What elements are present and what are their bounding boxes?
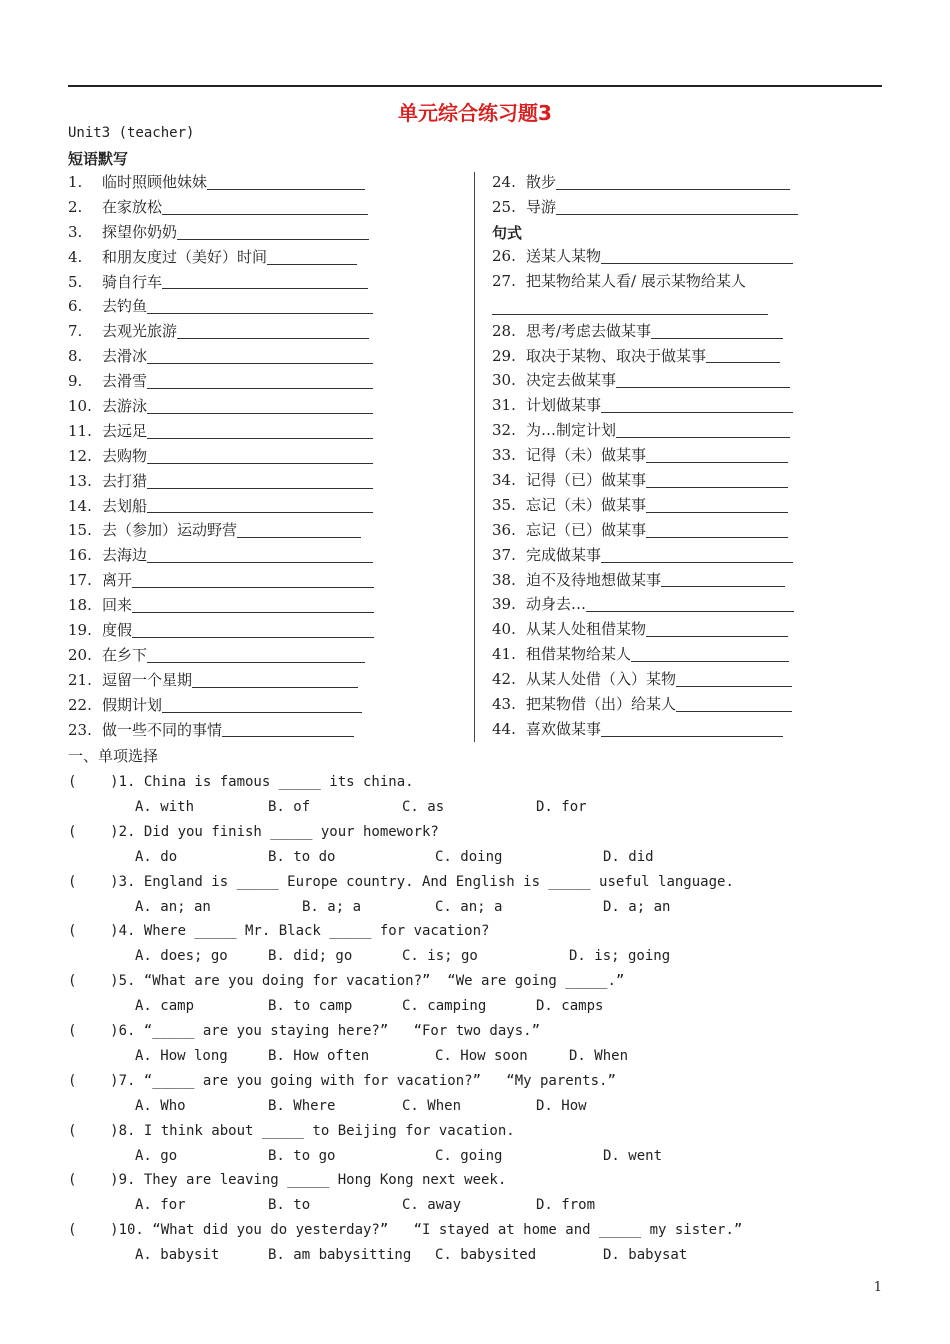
phrase-number: 4. <box>68 247 83 266</box>
answer-blank[interactable] <box>706 347 780 363</box>
phrase-item <box>68 668 374 693</box>
answer-blank[interactable] <box>631 646 789 662</box>
phrase-item <box>492 493 794 518</box>
answer-blank[interactable] <box>132 572 374 588</box>
answer-option[interactable]: C. doing <box>435 848 503 865</box>
phrase-number: 9. <box>68 372 83 391</box>
phrase-number: 43. <box>492 695 516 714</box>
phrase-prompt: 迫不及待地想做某事 <box>526 570 662 589</box>
phrase-item <box>68 618 374 643</box>
phrase-number: 13. <box>68 471 92 490</box>
answer-blank[interactable] <box>676 671 792 687</box>
phrase-number: 14. <box>68 496 92 515</box>
answer-blank[interactable] <box>177 323 369 339</box>
answer-blank[interactable] <box>177 224 369 240</box>
question-stem: ( )6. “_____ are you staying here?” “For two days.” <box>68 1023 541 1039</box>
phrase-number: 38. <box>492 570 516 589</box>
phrase-item <box>492 418 794 443</box>
phrase-prompt: 去钓鱼 <box>102 297 148 316</box>
phrase-number: 25. <box>492 197 516 216</box>
phrase-prompt: 临时照顾他妹妹 <box>102 172 208 191</box>
phrase-item <box>68 170 374 195</box>
answer-option[interactable]: D. How <box>536 1097 587 1114</box>
answer-option[interactable]: D. a; an <box>603 898 671 915</box>
answer-blank[interactable] <box>601 721 783 737</box>
answer-blank[interactable] <box>646 447 788 463</box>
phrase-number: 5. <box>68 272 83 291</box>
answer-option[interactable]: A. go <box>135 1147 178 1164</box>
phrase-item <box>68 494 374 519</box>
answer-option[interactable]: A. do <box>135 848 178 865</box>
phrase-item <box>68 543 374 568</box>
answer-option[interactable]: B. of <box>268 798 311 815</box>
phrase-number: 34. <box>492 471 516 489</box>
phrase-prompt: 去海边 <box>102 546 148 565</box>
answer-blank[interactable] <box>601 397 793 413</box>
phrase-item <box>492 344 794 369</box>
answer-blank-continued <box>492 314 768 315</box>
phrase-prompt: 导游 <box>526 197 557 216</box>
answer-blank[interactable] <box>147 298 373 314</box>
answer-option[interactable]: A. with <box>135 798 195 815</box>
phrase-number: 26. <box>492 246 516 265</box>
phrase-prompt: 散步 <box>526 172 557 191</box>
header-rule <box>68 85 882 87</box>
phrase-item <box>68 469 374 494</box>
page-title: 单元综合练习题3 <box>398 101 552 125</box>
phrase-prompt: 去（参加）运动野营 <box>102 521 238 540</box>
phrase-prompt: 在家放松 <box>102 197 163 216</box>
phrase-list-right-top <box>492 170 798 220</box>
answer-option[interactable]: A. camp <box>135 998 195 1015</box>
question-stem: ( )7. “_____ are you going with for vacation?” “My parents.” <box>68 1072 616 1089</box>
phrase-number: 40. <box>492 620 516 639</box>
phrase-prompt: 去远足 <box>102 421 148 440</box>
answer-option[interactable]: D. camps <box>536 998 604 1015</box>
phrase-number: 12. <box>68 446 92 465</box>
answer-blank[interactable] <box>147 473 373 489</box>
answer-option[interactable]: C. When <box>402 1097 462 1114</box>
answer-option[interactable]: C. as <box>402 798 445 815</box>
phrase-number: 31. <box>492 396 516 415</box>
answer-blank[interactable] <box>162 697 362 713</box>
phrase-number: 41. <box>492 645 516 664</box>
answer-option[interactable]: B. did; go <box>268 948 353 965</box>
answer-blank[interactable] <box>651 323 783 339</box>
answer-blank[interactable] <box>601 248 793 264</box>
phrase-prompt: 送某人某物 <box>526 246 602 265</box>
phrase-item <box>68 319 374 344</box>
answer-blank[interactable] <box>147 448 373 464</box>
phrase-item <box>492 568 794 593</box>
answer-blank[interactable] <box>267 249 357 265</box>
phrase-item <box>68 643 374 668</box>
answer-blank[interactable] <box>646 621 788 637</box>
phrase-number: 7. <box>68 322 83 341</box>
answer-blank[interactable] <box>601 547 793 563</box>
phrase-item <box>492 443 794 468</box>
phrase-prompt: 动身去… <box>526 595 587 614</box>
phrase-number: 20. <box>68 645 92 664</box>
phrase-number: 36. <box>492 520 516 539</box>
answer-option[interactable]: B. a; a <box>302 898 362 915</box>
phrase-prompt: 把某物给某人看/ 展示某物给某人 <box>526 271 746 290</box>
phrase-item <box>68 394 374 419</box>
answer-option[interactable]: C. babysited <box>435 1247 537 1264</box>
phrase-prompt: 骑自行车 <box>102 272 163 291</box>
answer-option[interactable]: A. does; go <box>135 948 228 965</box>
answer-blank[interactable] <box>147 348 373 364</box>
phrase-number: 17. <box>68 571 92 590</box>
phrase-prompt: 租借某物给某人 <box>526 645 632 664</box>
question-stem: ( )8. I think about _____ to Beijing for vacation. <box>68 1122 515 1139</box>
phrase-number: 28. <box>492 321 516 340</box>
phrase-prompt: 度假 <box>102 621 133 640</box>
answer-blank[interactable] <box>646 522 788 538</box>
phrase-number: 33. <box>492 446 516 465</box>
phrase-item <box>492 717 794 742</box>
answer-option[interactable]: D. babysat <box>603 1247 688 1264</box>
answer-option[interactable]: A. for <box>135 1197 186 1214</box>
question-stem: ( )5. “What are you doing for vacation?” “We are going _____.” <box>68 973 625 990</box>
phrase-list-left <box>68 170 374 742</box>
answer-option[interactable]: A. babysit <box>135 1247 220 1264</box>
answer-blank[interactable] <box>147 398 373 414</box>
phrase-item <box>68 195 374 220</box>
phrase-prompt: 离开 <box>102 571 133 590</box>
phrase-number: 2. <box>68 197 83 216</box>
answer-blank[interactable] <box>237 522 361 538</box>
unit-subtitle: Unit3 (teacher) <box>68 125 195 141</box>
phrase-number: 42. <box>492 670 516 689</box>
answer-blank[interactable] <box>147 373 373 389</box>
phrase-item <box>492 692 794 717</box>
answer-blank[interactable] <box>616 422 790 438</box>
answer-option[interactable]: C. camping <box>402 998 487 1015</box>
phrases-heading: 短语默写 <box>68 150 129 168</box>
phrase-prompt: 探望你奶奶 <box>102 222 178 241</box>
sentence-heading: 句式 <box>492 224 523 242</box>
phrase-prompt: 记得（未）做某事 <box>526 446 647 465</box>
answer-option[interactable]: A. How long <box>135 1047 228 1064</box>
phrase-number: 1. <box>68 172 83 191</box>
phrase-item <box>68 270 374 295</box>
phrase-number: 8. <box>68 347 83 366</box>
answer-option[interactable]: D. did <box>603 848 654 865</box>
phrase-item <box>492 393 794 418</box>
phrase-prompt: 逗留一个星期 <box>102 670 193 689</box>
answer-blank[interactable] <box>616 372 790 388</box>
answer-blank[interactable] <box>556 199 798 215</box>
phrase-number: 23. <box>68 720 92 739</box>
answer-option[interactable]: B. to camp <box>268 998 353 1015</box>
phrase-prompt: 去打猎 <box>102 471 148 490</box>
phrase-number: 6. <box>68 297 83 316</box>
phrase-prompt: 做一些不同的事情 <box>102 720 223 739</box>
phrase-prompt: 从某人处租借某物 <box>526 620 647 639</box>
phrase-number: 19. <box>68 621 92 640</box>
answer-option[interactable]: D. When <box>569 1047 629 1064</box>
answer-blank[interactable] <box>147 497 373 513</box>
answer-blank[interactable] <box>661 571 785 587</box>
phrase-number: 44. <box>492 719 516 738</box>
answer-blank[interactable] <box>147 547 373 563</box>
phrase-prompt: 在乡下 <box>102 645 148 664</box>
phrase-number: 21. <box>68 670 92 689</box>
answer-blank[interactable] <box>646 472 788 488</box>
phrase-number: 37. <box>492 545 516 564</box>
phrase-item <box>492 269 794 294</box>
phrase-item <box>68 593 374 618</box>
phrase-prompt: 去划船 <box>102 496 148 515</box>
answer-option[interactable]: B. Where <box>268 1097 336 1114</box>
answer-blank[interactable] <box>192 672 358 688</box>
phrase-number: 10. <box>68 397 92 415</box>
answer-option[interactable]: B. to go <box>268 1147 336 1164</box>
phrase-prompt: 和朋友度过（美好）时间 <box>102 247 268 266</box>
question-stem: ( )9. They are leaving _____ Hong Kong next week. <box>68 1172 507 1189</box>
phrase-number: 16. <box>68 546 92 565</box>
phrase-number: 39. <box>492 595 516 614</box>
question-stem: ( )1. China is famous _____ its china. <box>68 774 414 790</box>
answer-option[interactable]: D. went <box>603 1147 663 1164</box>
answer-blank[interactable] <box>147 423 373 439</box>
answer-blank[interactable] <box>147 647 365 663</box>
phrase-prompt: 计划做某事 <box>526 396 602 415</box>
phrase-item <box>492 667 794 692</box>
answer-option[interactable]: A. Who <box>135 1097 186 1114</box>
phrase-prompt: 喜欢做某事 <box>526 719 602 738</box>
question-stem: ( )2. Did you finish _____ your homework? <box>68 823 439 840</box>
phrase-item <box>68 419 374 444</box>
phrase-item <box>492 518 794 543</box>
phrase-number: 30. <box>492 371 516 390</box>
phrase-item <box>68 568 374 593</box>
answer-blank[interactable] <box>207 174 365 190</box>
phrase-item <box>492 468 794 493</box>
question-stem: ( )4. Where _____ Mr. Black _____ for vacation? <box>68 923 490 940</box>
phrase-prompt: 决定去做某事 <box>526 371 617 390</box>
answer-blank[interactable] <box>222 721 354 737</box>
phrase-item <box>68 344 374 369</box>
answer-option[interactable]: C. How soon <box>435 1047 528 1064</box>
phrase-item <box>68 294 374 319</box>
answer-blank[interactable] <box>132 622 374 638</box>
phrase-prompt: 为…制定计划 <box>526 421 617 440</box>
mc-heading: 一、单项选择 <box>68 747 159 765</box>
answer-option[interactable]: B. How often <box>268 1047 370 1064</box>
phrase-prompt: 忘记（未）做某事 <box>526 495 647 514</box>
phrase-item <box>68 718 374 743</box>
answer-option[interactable]: A. an; an <box>135 898 211 915</box>
phrase-list-right <box>492 244 794 742</box>
column-divider <box>474 172 475 742</box>
phrase-item <box>68 245 374 270</box>
answer-option[interactable]: D. for <box>536 798 587 815</box>
phrase-prompt: 回来 <box>102 596 133 615</box>
phrase-item <box>68 518 374 543</box>
phrase-number: 35. <box>492 495 516 514</box>
answer-option[interactable]: C. going <box>435 1147 503 1164</box>
phrase-item <box>492 244 794 269</box>
answer-blank[interactable] <box>646 497 788 513</box>
phrase-prompt: 记得（已）做某事 <box>526 471 647 489</box>
phrase-prompt: 去购物 <box>102 446 148 465</box>
phrase-prompt: 去滑冰 <box>102 347 148 366</box>
answer-option[interactable]: C. away <box>402 1197 462 1214</box>
answer-option[interactable]: C. is; go <box>402 948 478 965</box>
phrase-item <box>492 195 798 220</box>
phrase-number: 32. <box>492 421 516 440</box>
phrase-item <box>492 170 798 195</box>
answer-option[interactable]: B. am babysitting <box>268 1247 412 1264</box>
page-number: 1 <box>873 1280 882 1295</box>
answer-blank[interactable] <box>676 696 792 712</box>
phrase-item <box>68 369 374 394</box>
answer-option[interactable]: B. to <box>268 1197 311 1214</box>
phrase-prompt: 从某人处借（入）某物 <box>526 670 677 689</box>
answer-option[interactable]: C. an; a <box>435 898 503 915</box>
phrase-item <box>68 220 374 245</box>
answer-option[interactable]: B. to do <box>268 848 336 865</box>
answer-blank[interactable] <box>162 199 368 215</box>
phrase-item <box>492 592 794 617</box>
phrase-item <box>68 693 374 718</box>
phrase-number: 15. <box>68 521 92 540</box>
answer-blank[interactable] <box>556 174 790 190</box>
phrase-number: 29. <box>492 346 516 365</box>
answer-option[interactable]: D. is; going <box>569 948 671 965</box>
answer-blank[interactable] <box>162 273 368 289</box>
phrase-prompt: 去游泳 <box>102 397 148 415</box>
phrase-prompt: 把某物借（出）给某人 <box>526 695 677 714</box>
phrase-number: 22. <box>68 695 92 714</box>
phrase-prompt: 去观光旅游 <box>102 322 178 341</box>
question-stem: ( )10. “What did you do yesterday?” “I stayed at home and _____ my sister.” <box>68 1222 743 1239</box>
phrase-item <box>492 617 794 642</box>
phrase-item <box>492 319 794 344</box>
phrase-prompt: 忘记（已）做某事 <box>526 520 647 539</box>
phrase-number: 18. <box>68 596 92 615</box>
phrase-item <box>492 543 794 568</box>
phrase-item <box>492 368 794 393</box>
phrase-number: 27. <box>492 271 516 290</box>
phrase-prompt: 思考/考虑去做某事 <box>526 321 652 340</box>
phrase-prompt: 假期计划 <box>102 695 163 714</box>
phrase-item <box>492 642 794 667</box>
phrase-prompt: 完成做某事 <box>526 545 602 564</box>
phrase-prompt: 取决于某物、取决于做某事 <box>526 346 707 365</box>
phrase-number: 11. <box>68 421 92 440</box>
phrase-item <box>68 444 374 469</box>
answer-blank[interactable] <box>586 596 794 612</box>
phrase-prompt: 去滑雪 <box>102 372 148 391</box>
phrase-number: 24. <box>492 172 516 191</box>
phrase-number: 3. <box>68 222 83 241</box>
answer-option[interactable]: D. from <box>536 1197 596 1214</box>
question-stem: ( )3. England is _____ Europe country. And English is _____ useful language. <box>68 873 734 890</box>
answer-blank[interactable] <box>132 597 374 613</box>
